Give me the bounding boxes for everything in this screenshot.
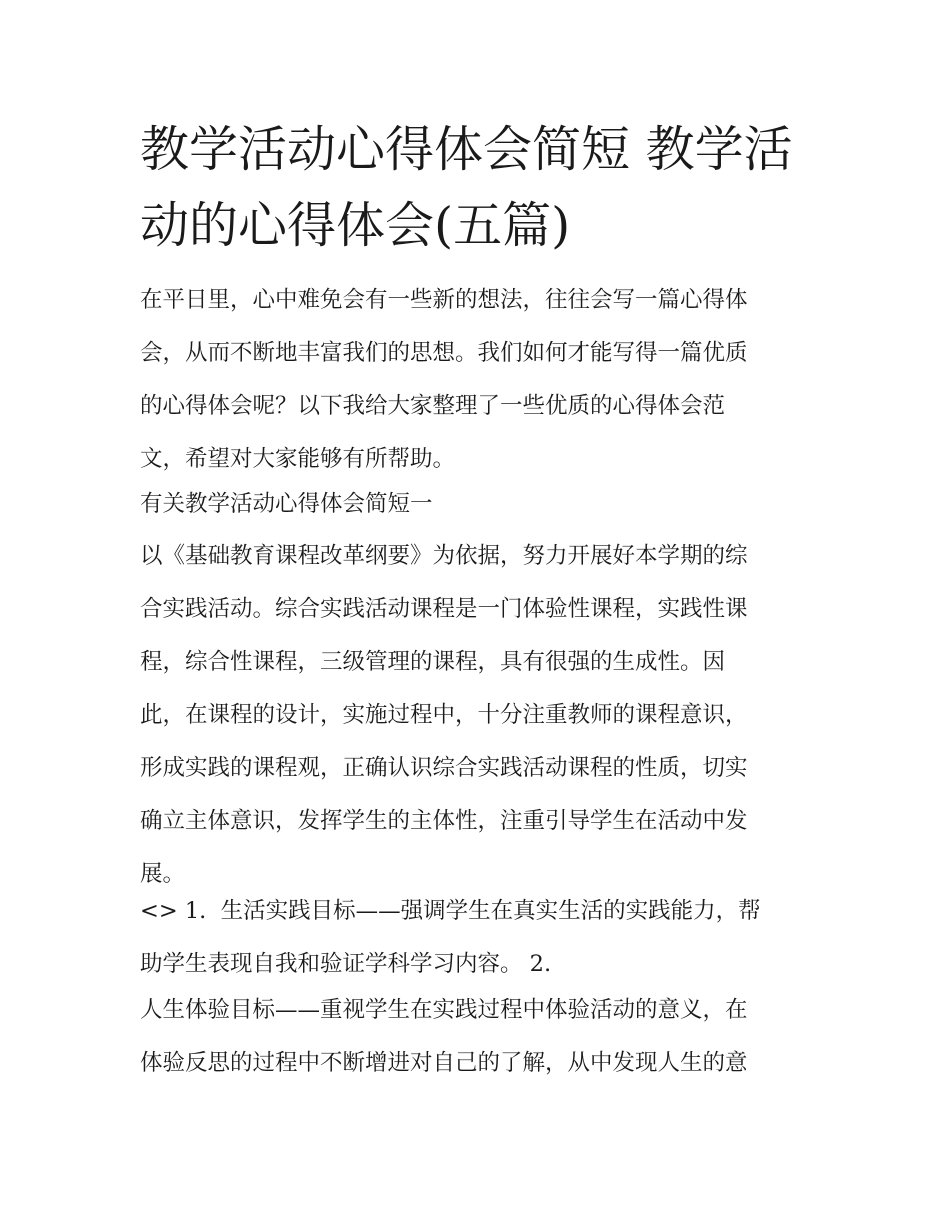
paragraph-3-line-2: 体验反思的过程中不断增进对自己的了解，从中发现人生的意 [140, 1050, 748, 1076]
paragraph-1-line-3: 程，综合性课程，三级管理的课程，具有很强的生成性。因 [140, 649, 726, 675]
paragraph-1-line-6: 确立主体意识，发挥学生的主体性，注重引导学生在活动中发 [140, 808, 748, 834]
title-line-1: 教学活动心得体会简短 教学活 [140, 121, 793, 178]
paragraph-2-line-1: <> 1. 生活实践目标——强调学生在真实生活的实践能力，帮 [140, 898, 761, 924]
paragraph-1 [140, 530, 830, 901]
document-title [140, 112, 830, 264]
paragraph-1-line-1: 以《基础教育课程改革纲要》为依据，努力开展好本学期的综 [140, 543, 748, 569]
intro-line-4: 文，希望对大家能够有所帮助。 [140, 446, 456, 472]
paragraph-3-line-1: 人生体验目标——重视学生在实践过程中体验活动的意义，在 [140, 997, 748, 1023]
intro-paragraph [140, 274, 830, 486]
title-line-2: 动的心得体会(五篇) [140, 197, 571, 254]
intro-line-3: 的心得体会呢？以下我给大家整理了一些优质的心得体会范 [140, 393, 726, 419]
section-heading [140, 478, 830, 531]
paragraph-2 [140, 885, 830, 991]
section-heading-text: 有关教学活动心得体会简短一 [140, 491, 433, 517]
paragraph-1-line-5: 形成实践的课程观，正确认识综合实践活动课程的性质，切实 [140, 755, 748, 781]
intro-line-2: 会，从而不断地丰富我们的思想。我们如何才能写得一篇优质 [140, 340, 748, 366]
paragraph-1-line-7: 展。 [140, 861, 186, 887]
intro-line-1: 在平日里，心中难免会有一些新的想法，往往会写一篇心得体 [140, 287, 748, 313]
paragraph-3 [140, 984, 830, 1090]
paragraph-1-line-2: 合实践活动。综合实践活动课程是一门体验性课程，实践性课 [140, 596, 748, 622]
paragraph-1-line-4: 此，在课程的设计，实施过程中，十分注重教师的课程意识， [140, 702, 748, 728]
paragraph-2-line-2: 助学生表现自我和验证学科学习内容。 2. [140, 951, 552, 977]
